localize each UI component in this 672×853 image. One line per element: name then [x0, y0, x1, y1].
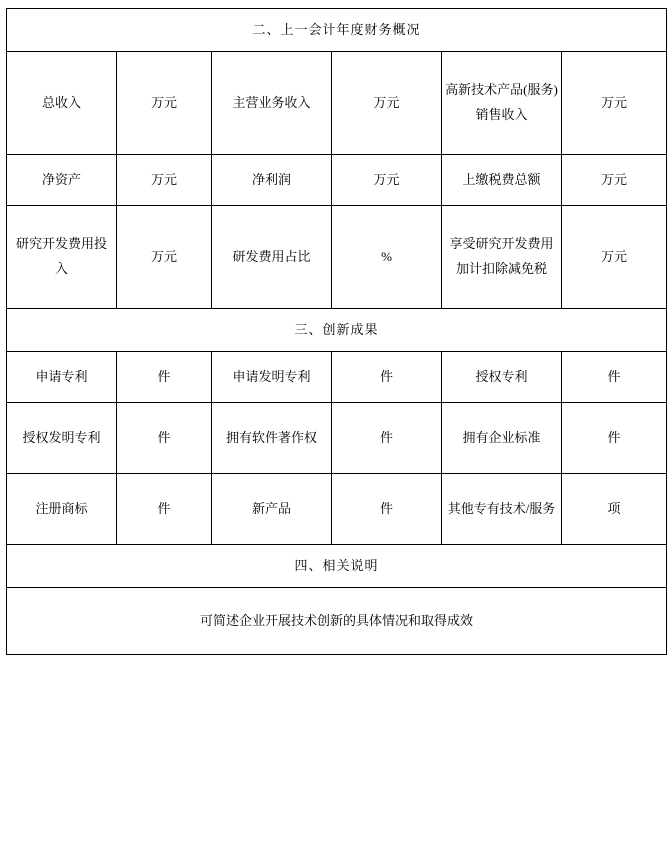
table-row: [7, 474, 667, 545]
table-row: [7, 9, 667, 52]
table-row: [7, 588, 667, 655]
label-hightech-product-sales: 高新技术产品(服务)销售收入: [442, 52, 562, 155]
unit-total-revenue[interactable]: 万元: [117, 52, 212, 155]
label-new-products: 新产品: [212, 474, 332, 545]
remarks-instruction-text[interactable]: 可简述企业开展技术创新的具体情况和取得成效: [7, 588, 667, 655]
unit-hightech-product-sales[interactable]: 万元: [562, 52, 667, 155]
unit-rd-extra-deduction[interactable]: 万元: [562, 206, 667, 309]
label-net-assets: 净资产: [7, 155, 117, 206]
label-rd-extra-deduction: 享受研究开发费用加计扣除减免税: [442, 206, 562, 309]
enterprise-information-form: [6, 8, 667, 655]
table-row: [7, 403, 667, 474]
table-row: [7, 206, 667, 309]
unit-rd-investment[interactable]: 万元: [117, 206, 212, 309]
label-applied-patents: 申请专利: [7, 352, 117, 403]
label-enterprise-standards: 拥有企业标准: [442, 403, 562, 474]
unit-tax-paid-total[interactable]: 万元: [562, 155, 667, 206]
section-heading-financial: 二、上一会计年度财务概况: [7, 9, 667, 52]
label-main-business-revenue: 主营业务收入: [212, 52, 332, 155]
label-tax-paid-total: 上缴税费总额: [442, 155, 562, 206]
unit-applied-patents[interactable]: 件: [117, 352, 212, 403]
unit-other-proprietary-tech[interactable]: 项: [562, 474, 667, 545]
table-row: [7, 52, 667, 155]
table-row: [7, 309, 667, 352]
unit-main-business-revenue[interactable]: 万元: [332, 52, 442, 155]
label-other-proprietary-tech: 其他专有技术/服务: [442, 474, 562, 545]
unit-net-assets[interactable]: 万元: [117, 155, 212, 206]
label-rd-investment: 研究开发费用投入: [7, 206, 117, 309]
label-rd-expense-ratio: 研发费用占比: [212, 206, 332, 309]
table-row: [7, 352, 667, 403]
unit-net-profit[interactable]: 万元: [332, 155, 442, 206]
unit-granted-invention-patents[interactable]: 件: [117, 403, 212, 474]
unit-applied-invention-patents[interactable]: 件: [332, 352, 442, 403]
unit-granted-patents[interactable]: 件: [562, 352, 667, 403]
unit-rd-expense-ratio[interactable]: %: [332, 206, 442, 309]
label-applied-invention-patents: 申请发明专利: [212, 352, 332, 403]
table-row: [7, 155, 667, 206]
label-net-profit: 净利润: [212, 155, 332, 206]
unit-enterprise-standards[interactable]: 件: [562, 403, 667, 474]
label-registered-trademarks: 注册商标: [7, 474, 117, 545]
label-software-copyrights: 拥有软件著作权: [212, 403, 332, 474]
label-granted-patents: 授权专利: [442, 352, 562, 403]
unit-registered-trademarks[interactable]: 件: [117, 474, 212, 545]
table-row: [7, 545, 667, 588]
unit-software-copyrights[interactable]: 件: [332, 403, 442, 474]
section-heading-innovation: 三、创新成果: [7, 309, 667, 352]
label-total-revenue: 总收入: [7, 52, 117, 155]
unit-new-products[interactable]: 件: [332, 474, 442, 545]
label-granted-invention-patents: 授权发明专利: [7, 403, 117, 474]
section-heading-remarks: 四、相关说明: [7, 545, 667, 588]
